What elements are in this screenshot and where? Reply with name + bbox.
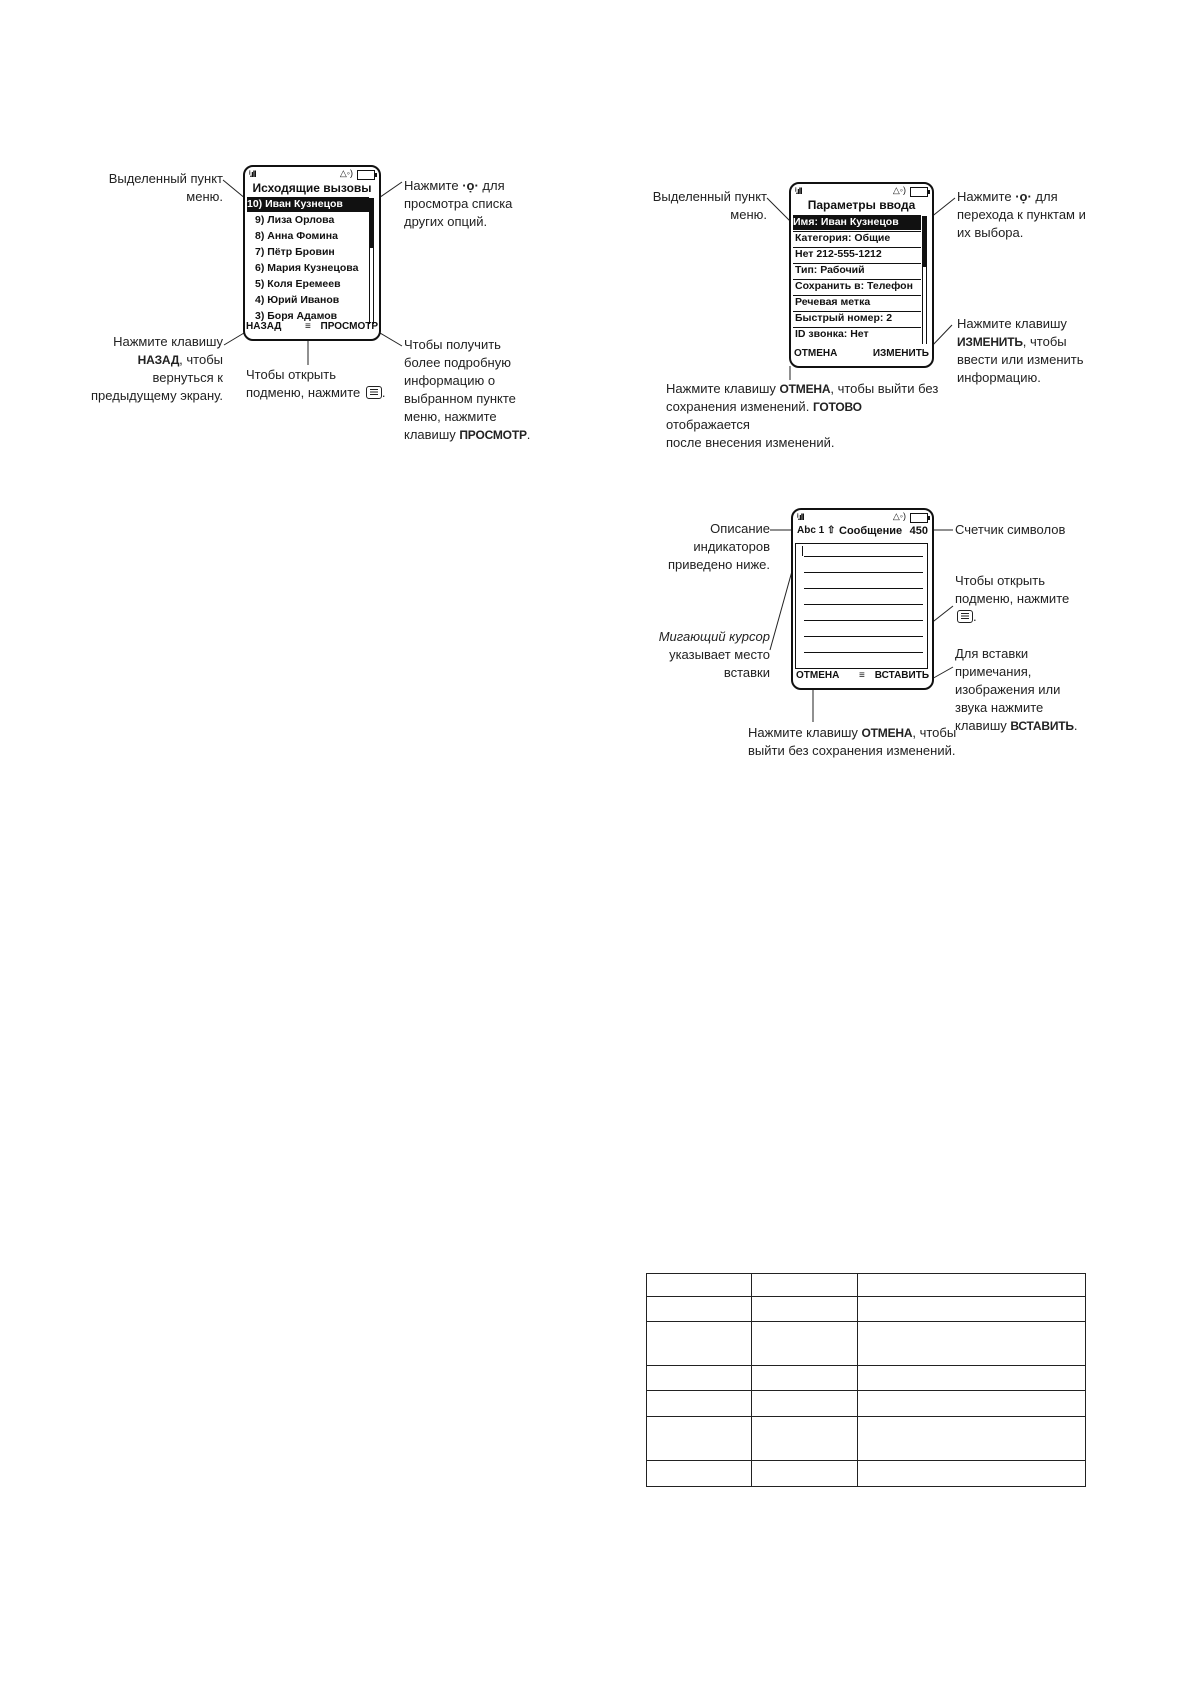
table-row (647, 1461, 1086, 1487)
list-item[interactable]: Быстрый номер: 2 (795, 312, 893, 324)
list-item-selected[interactable]: Имя: Иван Кузнецов (793, 215, 921, 230)
phone-screen-message (791, 508, 934, 690)
menu-key-icon (957, 610, 973, 623)
battery-icon (910, 513, 928, 523)
signal-icon: ⁱ.ıll (249, 169, 256, 179)
screen-title: Сообщение (839, 525, 903, 537)
status-bar (797, 512, 928, 523)
scrollbar[interactable] (922, 216, 927, 344)
annotation-counter: Счетчик символов (955, 522, 1066, 537)
status-bar (795, 186, 928, 197)
signal-icon: ⁱ.ıll (795, 186, 802, 196)
table-row (647, 1417, 1086, 1461)
annotation-submenu: Чтобы открыть подменю, нажмите . (246, 367, 386, 400)
list-item[interactable]: Тип: Рабочий (795, 264, 865, 276)
soft-key-view[interactable]: ПРОСМОТР (320, 321, 378, 332)
annotation-change-key: Нажмите клавишу ИЗМЕНИТЬ, чтобы ввести или изменить информацию. (957, 316, 1084, 385)
table-row (647, 1366, 1086, 1391)
list-item[interactable]: 4) Юрий Иванов (255, 294, 340, 306)
soft-key-back[interactable]: НАЗАД (246, 321, 282, 332)
annotation-highlighted-item: Выделенный пункт меню. (652, 189, 767, 222)
empty-table (646, 1273, 1086, 1487)
soft-key-cancel[interactable]: ОТМЕНА (796, 670, 840, 681)
list-item[interactable]: Речевая метка (795, 296, 871, 308)
list-item-selected[interactable]: 10) Иван Кузнецов (247, 197, 369, 212)
annotation-indicators: Описание индикаторов приведено ниже. (667, 521, 770, 572)
annotation-cancel-key: Нажмите клавишу ОТМЕНА, чтобы выйти без сохранения изменений. ГОТОВО отображается после внесения изменений. (666, 381, 939, 450)
battery-icon (910, 187, 928, 197)
table-row (647, 1297, 1086, 1322)
table-row (647, 1322, 1086, 1366)
alert-icon: △◦) (892, 185, 906, 195)
text-mode-indicators: Abc 1 ⇧ (797, 525, 836, 536)
scrollbar[interactable] (369, 198, 374, 324)
text-cursor (802, 546, 803, 556)
soft-key-change[interactable]: ИЗМЕНИТЬ (872, 348, 929, 359)
list-item[interactable]: Сохранить в: Телефон (795, 280, 913, 292)
list-item[interactable]: Нет 212-555-1212 (795, 248, 882, 260)
phone-screen-outgoing-calls (243, 165, 381, 341)
screen-title: Исходящие вызовы (252, 181, 372, 195)
annotation-cancel-key: Нажмите клавишу ОТМЕНА, чтобы выйти без сохранения изменений. (748, 725, 957, 758)
soft-key-insert[interactable]: ВСТАВИТЬ (874, 670, 929, 681)
annotation-view-key: Чтобы получить более подробную информацию о выбранном пункте меню, нажмите клавишу ПРОСМОТР. (404, 337, 531, 442)
annotation-insert-key: Для вставки примечания, изображения или звука нажмите клавишу ВСТАВИТЬ. (955, 646, 1078, 733)
list-item[interactable]: 6) Мария Кузнецова (255, 262, 359, 274)
list-item[interactable]: 9) Лиза Орлова (255, 214, 335, 226)
alert-icon: △◦) (892, 511, 906, 521)
list-item[interactable]: ID звонка: Нет (795, 328, 869, 340)
nav-key-icon: ·ọ· (462, 178, 479, 193)
annotation-back-key: Нажмите клавишу НАЗАД, чтобы вернуться к предыдущему экрану. (91, 334, 223, 403)
signal-icon: ⁱ.ıll (797, 512, 804, 522)
menu-icon[interactable]: ≡ (859, 670, 865, 681)
table-row (647, 1274, 1086, 1297)
list-item[interactable]: 8) Анна Фомина (255, 230, 338, 242)
list-item[interactable]: 7) Пётр Бровин (255, 246, 335, 258)
menu-icon[interactable]: ≡ (305, 321, 311, 332)
phone-screen-input-params (789, 182, 934, 368)
battery-icon (357, 170, 375, 180)
annotation-navigation: Нажмите ·ọ· для просмотра списка других опций. (404, 178, 513, 229)
shift-icon: ⇧ (827, 525, 836, 536)
list-item[interactable]: Категория: Общие (795, 232, 891, 244)
text-entry-area[interactable] (795, 543, 928, 669)
list-item[interactable]: 3) Боря Адамов (255, 310, 338, 322)
annotation-cursor: Мигающий курсор указывает место вставки (658, 629, 770, 680)
screen-title: Параметры ввода (807, 198, 916, 212)
soft-key-cancel[interactable]: ОТМЕНА (794, 348, 838, 359)
status-bar (249, 169, 375, 180)
nav-key-icon: ·ọ· (1015, 189, 1032, 204)
annotation-highlighted-item: Выделенный пункт меню. (108, 171, 223, 204)
alert-icon: △◦) (339, 168, 353, 178)
annotation-navigation: Нажмите ·ọ· для перехода к пунктам и их выбора. (957, 189, 1086, 240)
table-row (647, 1391, 1086, 1417)
character-counter: 450 (909, 525, 928, 537)
list-item[interactable]: 5) Коля Еремеев (255, 278, 341, 290)
menu-key-icon (366, 386, 382, 399)
annotation-submenu: Чтобы открыть подменю, нажмите . (955, 573, 1070, 624)
